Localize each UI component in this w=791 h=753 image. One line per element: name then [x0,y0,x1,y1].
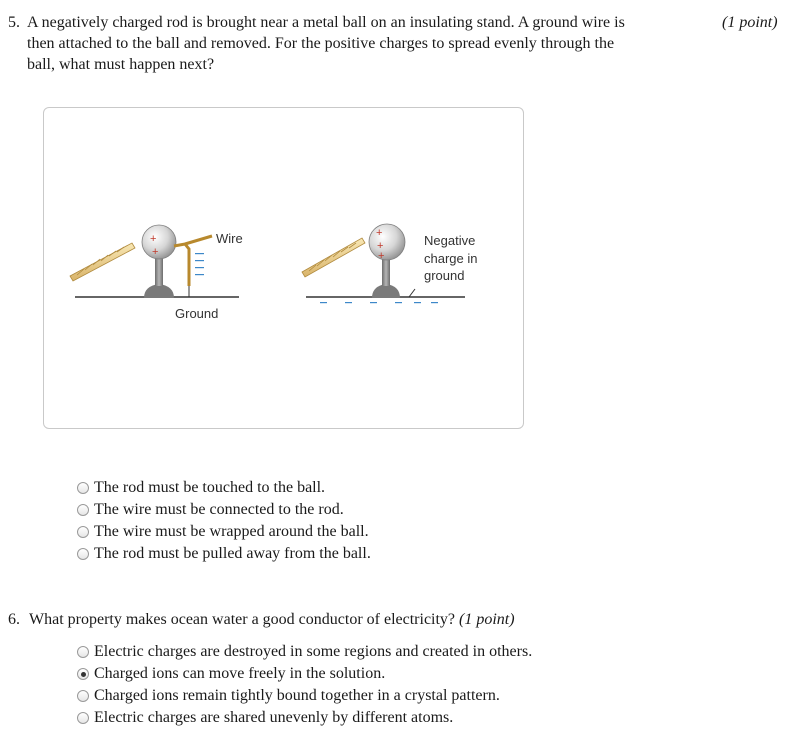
question-5-number: 5. [8,14,20,31]
right-ball-plus-sign: + [377,240,384,252]
left-setup [70,225,243,321]
right-ball-plus-sign: + [376,227,383,239]
radio-button[interactable] [77,482,89,494]
left-ball-plus-sign: + [152,246,159,258]
wire [174,236,212,286]
negative-charge-label-line-3: ground [424,268,465,283]
option-label[interactable]: Electric charges are destroyed in some regions and created in others. [94,643,533,660]
ground-symbol-icon [184,286,194,297]
right-setup [302,224,477,303]
question-6-option[interactable] [77,707,532,729]
option-label[interactable]: The wire must be connected to the rod. [94,501,344,518]
radio-button[interactable] [77,712,89,724]
radio-button[interactable] [77,646,89,658]
negative-charge-label-line-1: Negative [424,233,476,248]
question-6-text: What property makes ocean water a good conductor of electricity? [29,611,456,628]
radio-button[interactable] [77,526,89,538]
question-6-number: 6. [8,611,20,628]
option-label[interactable]: The wire must be wrapped around the ball. [94,523,369,540]
question-5-option[interactable] [77,543,371,565]
left-ball-plus-sign: + [150,233,157,245]
question-5-text-line-1: A negatively charged rod is brought near a metal ball on an insulating stand. A ground wire is [27,14,625,31]
question-6-option[interactable] [77,641,532,663]
question-5-option[interactable] [77,499,371,521]
question-6-text-row [29,609,515,630]
option-label[interactable]: Charged ions remain tightly bound together in a crystal pattern. [94,687,500,704]
left-stand [144,253,174,298]
left-wire-negative-charges [195,253,204,275]
left-rod [70,243,135,281]
left-metal-ball [142,225,176,259]
removed-wire-stub [409,289,415,297]
question-6-options [77,641,532,729]
radio-button[interactable] [77,690,89,702]
ground-label: Ground [175,306,219,321]
question-5-text-line-2: then attached to the ball and removed. For the positive charges to spread evenly through the [27,35,615,52]
question-6-option[interactable] [77,663,532,685]
radio-button-selected[interactable] [77,668,89,680]
question-5-figure [43,107,524,429]
question-5-options [77,477,371,565]
question-6-option[interactable] [77,685,532,707]
right-metal-ball [369,224,405,260]
option-label[interactable]: The rod must be touched to the ball. [94,479,326,496]
question-5-option[interactable] [77,521,371,543]
radio-button[interactable] [77,548,89,560]
option-label[interactable]: The rod must be pulled away from the ball. [94,545,371,562]
wire-label: Wire [216,231,243,246]
ground-negative-charges [320,302,438,303]
negative-charge-label-line-2: charge in [424,251,478,266]
charging-diagram [44,108,525,430]
question-5-option[interactable] [77,477,371,499]
option-label[interactable]: Electric charges are shared unevenly by different atoms. [94,709,454,726]
question-6-points: (1 point) [459,611,515,628]
question-5-points: (1 point) [722,14,778,31]
right-ball-plus-sign: + [378,250,385,262]
right-rod [302,238,365,277]
option-label[interactable]: Charged ions can move freely in the solution. [94,665,386,682]
radio-button[interactable] [77,504,89,516]
question-5-text-line-3: ball, what must happen next? [27,56,215,73]
right-stand [372,258,400,298]
